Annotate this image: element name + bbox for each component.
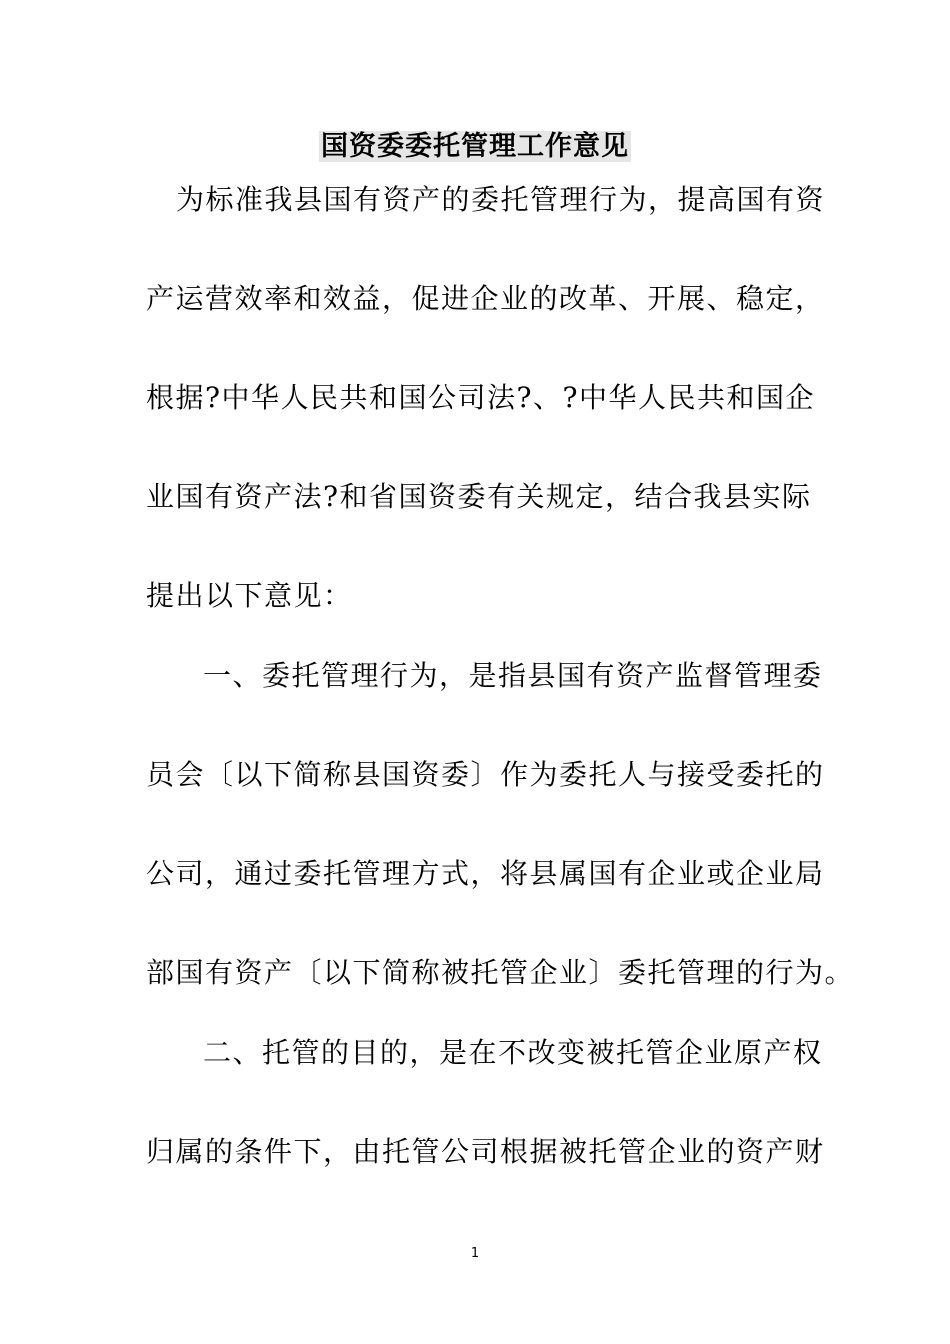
document-title-text: 国资委委托管理工作意见 bbox=[321, 131, 629, 162]
document-title bbox=[0, 127, 950, 167]
paragraph-line: 公司，通过委托管理方式，将县属国有企业或企业局 bbox=[146, 857, 825, 890]
paragraph-line: 一、委托管理行为，是指县国有资产监督管理委 bbox=[203, 659, 823, 692]
paragraph-line: 部国有资产〔以下简称被托管企业〕委托管理的行为。 bbox=[146, 956, 855, 989]
paragraph-line: 提出以下意见： bbox=[146, 579, 353, 612]
paragraph-line: 二、托管的目的，是在不改变被托管企业原产权 bbox=[203, 1036, 823, 1069]
paragraph-line: 根据?中华人民共和国公司法?、?中华人民共和国企 bbox=[146, 381, 816, 414]
paragraph-line: 业国有资产法?和省国资委有关规定，结合我县实际 bbox=[146, 480, 812, 513]
page-number: 1 bbox=[470, 1246, 480, 1261]
paragraph-line: 归属的条件下，由托管公司根据被托管企业的资产财 bbox=[146, 1135, 825, 1168]
paragraph-line: 产运营效率和效益，促进企业的改革、开展、稳定， bbox=[146, 282, 825, 315]
paragraph-line: 员会〔以下简称县国资委〕作为委托人与接受委托的 bbox=[146, 758, 825, 791]
paragraph-line: 为标准我县国有资产的委托管理行为，提高国有资 bbox=[176, 183, 826, 216]
